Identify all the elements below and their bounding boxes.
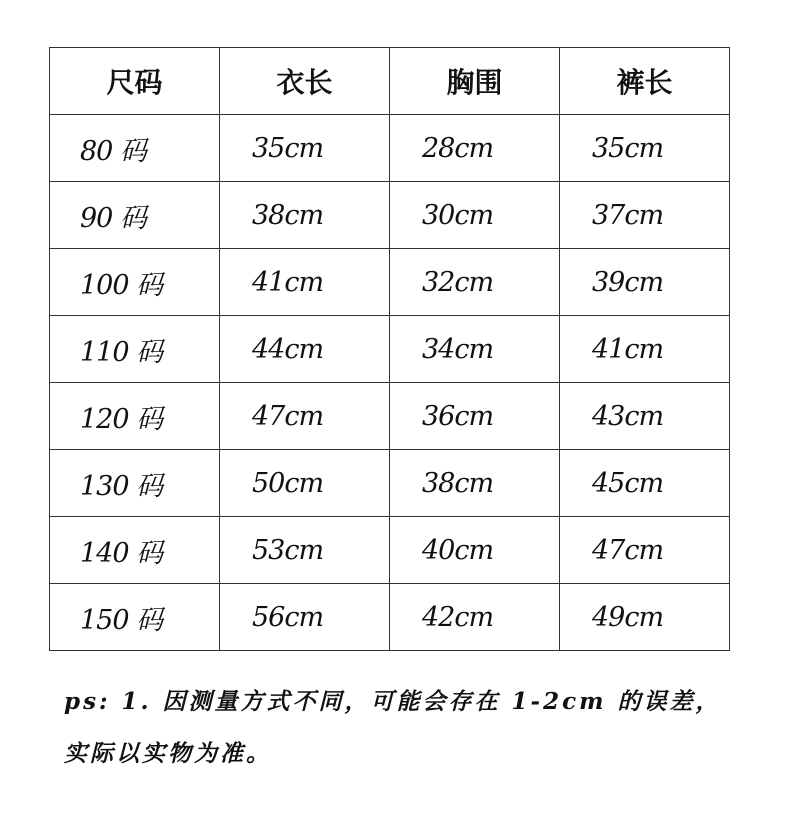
table-row	[50, 383, 730, 450]
cell-size: 130 码	[50, 450, 220, 517]
cell-chest: 28cm	[390, 115, 560, 182]
table-header-row	[50, 48, 730, 115]
cell-pants-length: 41cm	[560, 316, 730, 383]
table-row	[50, 316, 730, 383]
cell-size: 120 码	[50, 383, 220, 450]
cell-garment-length: 56cm	[220, 584, 390, 651]
header-pants-length: 裤长	[560, 48, 730, 115]
cell-size: 100 码	[50, 249, 220, 316]
cell-size: 150 码	[50, 584, 220, 651]
cell-pants-length: 47cm	[560, 517, 730, 584]
cell-garment-length: 35cm	[220, 115, 390, 182]
cell-size: 80 码	[50, 115, 220, 182]
cell-chest: 38cm	[390, 450, 560, 517]
size-chart-table	[49, 47, 730, 651]
note-line-1: ps: 1. 因测量方式不同，可能会存在 1-2cm 的误差，	[64, 688, 722, 715]
cell-garment-length: 38cm	[220, 182, 390, 249]
cell-size: 110 码	[50, 316, 220, 383]
table-row	[50, 450, 730, 517]
table-row	[50, 115, 730, 182]
cell-pants-length: 39cm	[560, 249, 730, 316]
table-row	[50, 517, 730, 584]
cell-size: 90 码	[50, 182, 220, 249]
cell-pants-length: 35cm	[560, 115, 730, 182]
cell-chest: 30cm	[390, 182, 560, 249]
cell-chest: 32cm	[390, 249, 560, 316]
cell-chest: 40cm	[390, 517, 560, 584]
cell-pants-length: 45cm	[560, 450, 730, 517]
cell-garment-length: 41cm	[220, 249, 390, 316]
table-row	[50, 182, 730, 249]
measurement-note	[64, 676, 774, 780]
cell-chest: 36cm	[390, 383, 560, 450]
cell-garment-length: 50cm	[220, 450, 390, 517]
header-garment-length: 衣长	[220, 48, 390, 115]
cell-pants-length: 37cm	[560, 182, 730, 249]
cell-chest: 42cm	[390, 584, 560, 651]
cell-chest: 34cm	[390, 316, 560, 383]
header-chest: 胸围	[390, 48, 560, 115]
header-size: 尺码	[50, 48, 220, 115]
note-line-2: 实际以实物为准。	[64, 740, 272, 767]
cell-size: 140 码	[50, 517, 220, 584]
cell-pants-length: 43cm	[560, 383, 730, 450]
table-row	[50, 249, 730, 316]
cell-garment-length: 47cm	[220, 383, 390, 450]
cell-pants-length: 49cm	[560, 584, 730, 651]
table-row	[50, 584, 730, 651]
cell-garment-length: 53cm	[220, 517, 390, 584]
cell-garment-length: 44cm	[220, 316, 390, 383]
